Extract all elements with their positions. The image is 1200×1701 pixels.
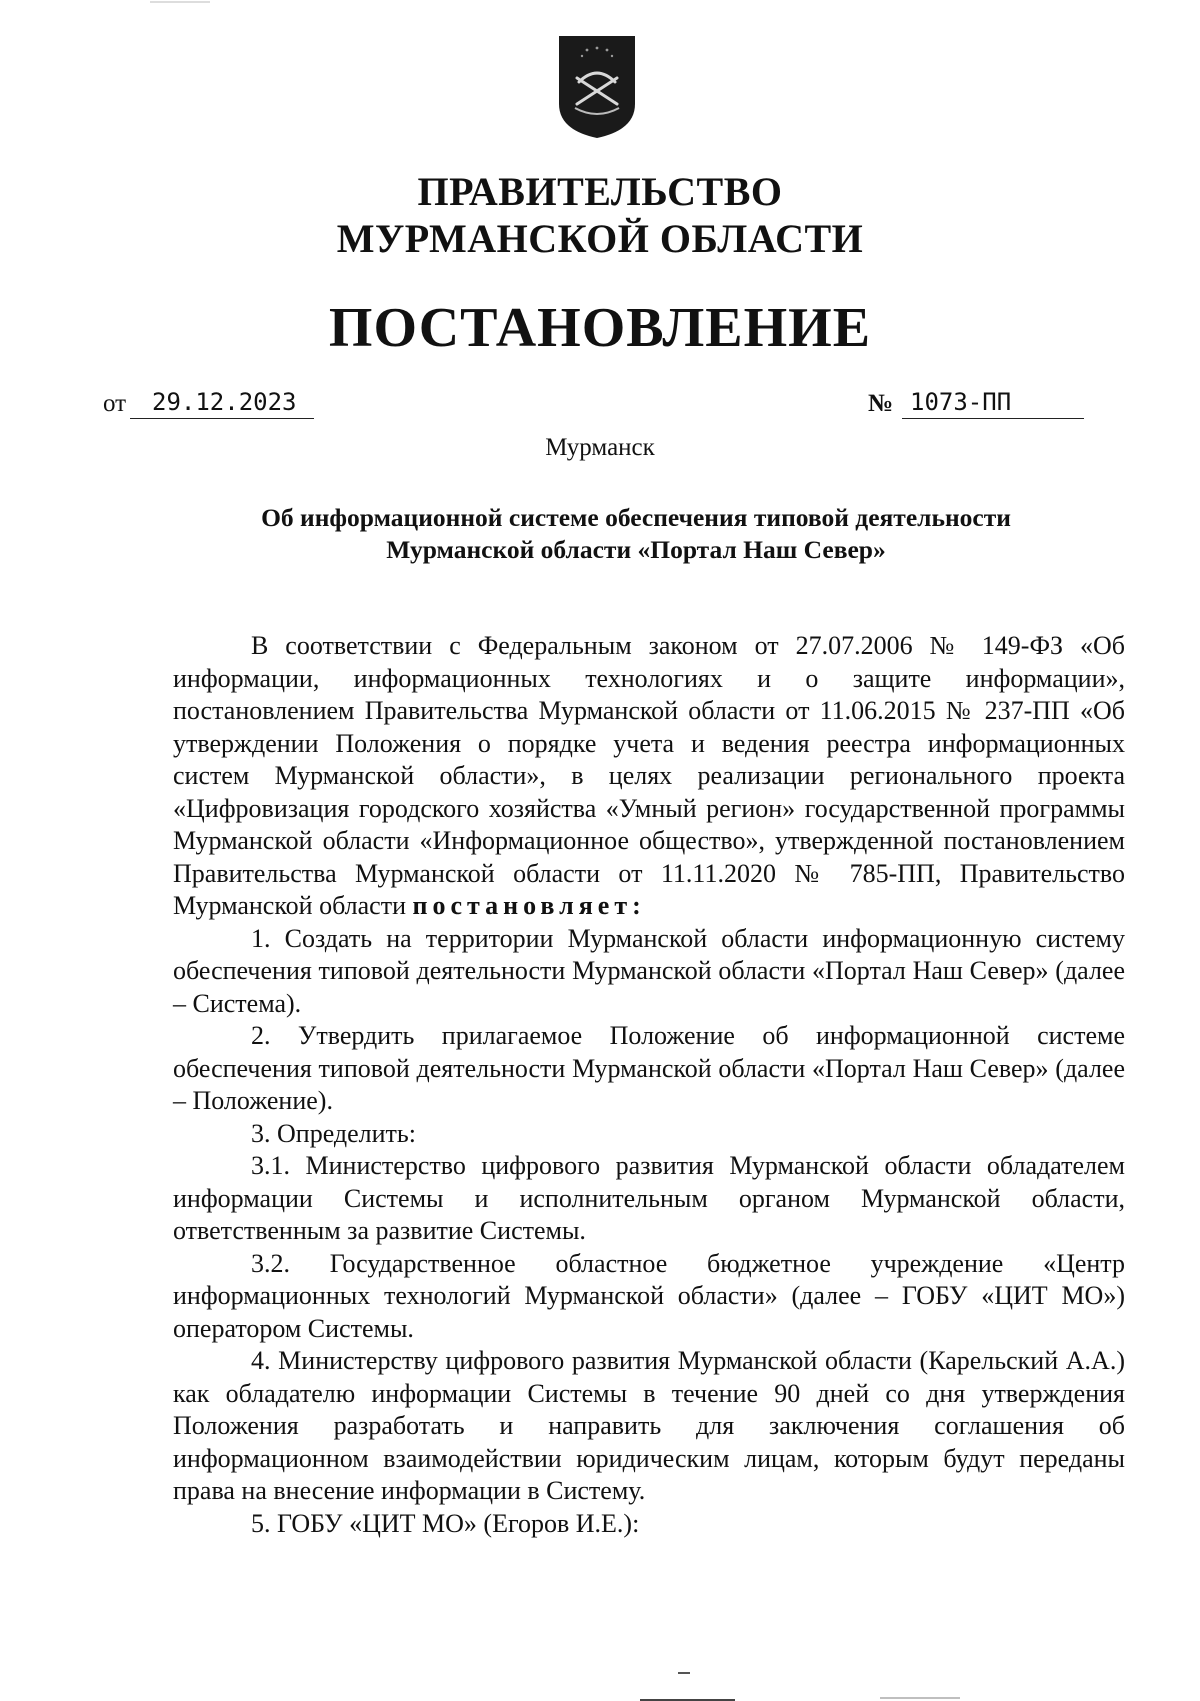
paragraph-5: 5. ГОБУ «ЦИТ МО» (Егоров И.Е.):: [251, 1508, 640, 1538]
city-name: Мурманск: [545, 434, 655, 461]
paragraph-4: 4. Министерству цифрового развития Мурманской области (Карельский А.А.) как обладателю информации Системы в течение 90 дней со дня утверждения Положения разработать и направить для заключения соглашения об информационном взаимодействии юридическим лицам, которым будут переданы права на внесение информации в Систему.: [173, 1346, 1125, 1505]
document-date: 29.12.2023: [130, 386, 314, 419]
paragraph-2: 2. Утвердить прилагаемое Положение об информационной системе обеспечения типовой деятельности Мурманской области «Портал Наш Север» (далее – Положение).: [173, 1021, 1125, 1115]
resolves-colon: :: [632, 891, 646, 920]
paragraph-3-1: 3.1. Министерство цифрового развития Мурманской области обладателем информации Системы и исполнительным органом Мурманской области, ответственным за развитие Системы.: [173, 1151, 1125, 1245]
number-label: №: [868, 390, 894, 417]
resolves-word: постановляет: [412, 891, 633, 920]
organization-name-line-2: МУРМАНСКОЙ ОБЛАСТИ: [336, 216, 864, 261]
paragraph-3-2: 3.2. Государственное областное бюджетное учреждение «Центр информационных технологий Мурманской области» (далее – ГОБУ «ЦИТ МО») оператором Системы.: [173, 1248, 1125, 1343]
subject-line-2: Мурманской области «Портал Наш Север»: [386, 535, 886, 564]
paragraph-3: 3. Определить:: [251, 1118, 416, 1148]
preamble-text: В соответствии с Федеральным законом от 27.07.2006 № 149-ФЗ «Об информации, информационных технологиях и о защите информации», постановлением Правительства Мурманской области от 11.06.2015 № 237-ПП «Об утверждении Положения о порядке учета и ведения реестра информационных систем Мурманской области», в целях реализации регионального проекта «Цифровизация городского хозяйства «Умный регион» государственной программы Мурманской области «Информационное общество», утвержденной постановлением Правительства Мурманской области от 11.11.2020 № 785-ПП, Правительство Мурманской области: [173, 631, 1125, 920]
paragraph-1: 1. Создать на территории Мурманской области информационную систему обеспечения типовой деятельности Мурманской области «Портал Наш Север» (далее – Система).: [173, 923, 1125, 1018]
date-label: от: [103, 390, 127, 417]
document-type-title: ПОСТАНОВЛЕНИЕ: [328, 297, 872, 359]
subject-line-1: Об информационной системе обеспечения типовой деятельности: [261, 503, 1011, 532]
document-number: 1073-ПП: [902, 386, 1084, 419]
organization-name-line-1: ПРАВИТЕЛЬСТВО: [417, 169, 783, 214]
